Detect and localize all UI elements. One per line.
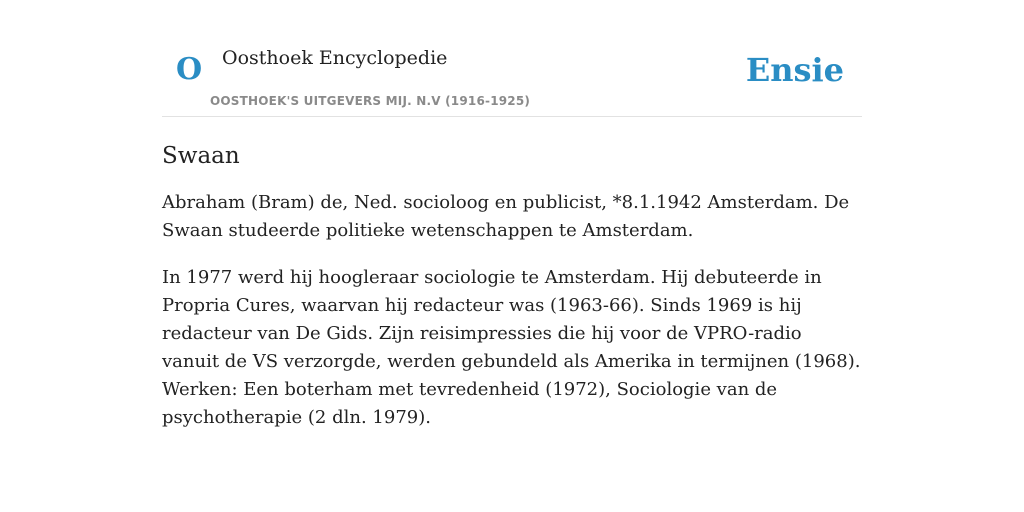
site-header	[162, 0, 862, 117]
publisher-line: OOSTHOEK'S UITGEVERS MIJ. N.V (1916-1925)	[210, 94, 531, 108]
book-title-link[interactable]: Oosthoek Encyclopedie	[222, 47, 448, 69]
book-logo[interactable]: O	[176, 52, 203, 87]
ensie-brand-logo[interactable]: Ensie	[745, 51, 844, 89]
entry-title: Swaan	[162, 143, 240, 169]
entry-paragraph: Abraham (Bram) de, Ned. socioloog en publicist, *8.1.1942 Amsterdam. De Swaan studeerde politieke wetenschappen te Amsterdam.	[162, 192, 850, 241]
entry-paragraph: In 1977 werd hij hoogleraar sociologie te Amsterdam. Hij debuteerde in Propria Cures, waarvan hij redacteur was (1963-66). Sinds 1969 is hij redacteur van De Gids. Zijn reisimpressies die hij voor de VPRO-radio vanuit de VS verzorgde, werden gebundeld als Amerika in termijnen (1968). Werken: Een boterham met tevredenheid (1972), Sociologie van de psychotherapie (2 dln. 1979).	[162, 267, 861, 428]
entry-article	[162, 141, 862, 432]
page-container	[162, 0, 862, 432]
